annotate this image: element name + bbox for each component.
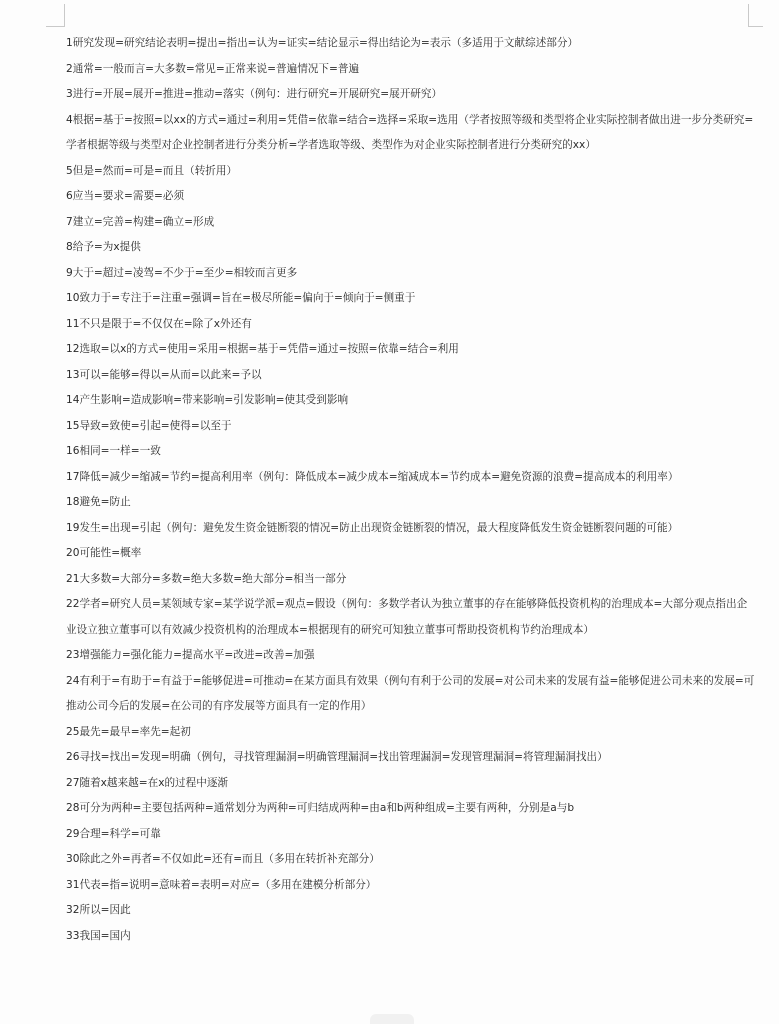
list-item: 11不只是限于=不仅仅在=除了x外还有: [66, 317, 252, 330]
list-item: 33我国=国内: [66, 929, 131, 942]
list-item: 27随着x越来越=在x的过程中逐渐: [66, 776, 229, 789]
top-right-crop-mark: [748, 4, 763, 27]
list-item: 7建立=完善=构建=确立=形成: [66, 215, 215, 228]
list-item: 26寻找=找出=发现=明确（例句，寻找管理漏洞=明确管理漏洞=找出管理漏洞=发现管理漏洞=将管理漏洞找出）: [66, 751, 608, 763]
list-item: 16相同=一样=一致: [66, 445, 161, 457]
list-item: 12选取=以x的方式=使用=采用=根据=基于=凭借=通过=按照=依靠=结合=利用: [66, 343, 459, 355]
list-item: 3进行=开展=展开=推进=推动=落实（例句：进行研究=开展研究=展开研究）: [66, 88, 443, 100]
list-item: 5但是=然而=可是=而且（转折用）: [66, 164, 238, 177]
list-item: 31代表=指=说明=意味着=表明=对应=（多用在建模分析部分）: [66, 878, 377, 891]
list-item: 28可分为两种=主要包括两种=通常划分为两种=可归结成两种=由a和b两种组成=主要有两种，分别是a与b: [66, 802, 575, 814]
list-item: 22学者=研究人员=某领域专家=某学说学派=观点=假设（例句：多数学者认为独立董事的存在能够降低投资机构的治理成本=大部分观点指出企业设立独立董事可以有效减少投资机构的治理成本=根据现有的研究可知独立董事可帮助投资机构节约治理成本）: [66, 598, 748, 636]
list-item: 6应当=要求=需要=必须: [66, 190, 185, 202]
list-item: 8给予=为x提供: [66, 241, 141, 253]
list-item: 19发生=出现=引起（例句：避免发生资金链断裂的情况=防止出现资金链断裂的情况，最大程度降低发生资金链断裂问题的可能）: [66, 521, 679, 534]
list-item: 10致力于=专注于=注重=强调=旨在=极尽所能=偏向于=倾向于=侧重于: [66, 292, 416, 304]
list-item: 21大多数=大部分=多数=绝大多数=绝大部分=相当一部分: [66, 572, 347, 585]
list-item: 2通常=一般而言=大多数=常见=正常来说=普遍情况下=普遍: [66, 62, 360, 75]
list-item: 32所以=因此: [66, 904, 131, 916]
list-item: 9大于=超过=凌驾=不少于=至少=相较而言更多: [66, 266, 298, 279]
list-item: 24有利于=有助于=有益于=能够促进=可推动=在某方面具有效果（例句有利于公司的发展=对公司未来的发展有益=能够促进公司未来的发展=可推动公司今后的发展=在公司的有序发展等方面具有一定的作用）: [66, 674, 755, 712]
top-left-crop-mark: [46, 4, 65, 27]
list-item: 4根据=基于=按照=以xx的方式=通过=利用=凭借=依靠=结合=选择=采取=选用（学者按照等级和类型将企业实际控制者做出进一步分类研究=学者根据等级与类型对企业控制者进行分类分析=学者选取等级、类型作为对企业实际控制者进行分类研究的xx）: [66, 113, 754, 151]
list-item: 15导致=致使=引起=使得=以至于: [66, 419, 232, 432]
list-item: 29合理=科学=可靠: [66, 827, 161, 840]
list-item: 18避免=防止: [66, 496, 131, 508]
list-item: 17降低=减少=缩减=节约=提高利用率（例句：降低成本=减少成本=缩减成本=节约成本=避免资源的浪费=提高成本的利用率）: [66, 470, 679, 483]
term-list: [66, 31, 756, 949]
list-item: 30除此之外=再者=不仅如此=还有=而且（多用在转折补充部分）: [66, 853, 380, 865]
list-item: 13可以=能够=得以=从而=以此来=予以: [66, 368, 262, 381]
page-bottom-mark: [370, 1014, 414, 1024]
list-item: 1研究发现=研究结论表明=提出=指出=认为=证实=结论显示=得出结论为=表示（多适用于文献综述部分）: [66, 37, 579, 49]
list-item: 14产生影响=造成影响=带来影响=引发影响=使其受到影响: [66, 394, 349, 406]
list-item: 20可能性=概率: [66, 547, 142, 559]
list-item: 23增强能力=强化能力=提高水平=改进=改善=加强: [66, 649, 315, 661]
list-item: 25最先=最早=率先=起初: [66, 725, 191, 738]
